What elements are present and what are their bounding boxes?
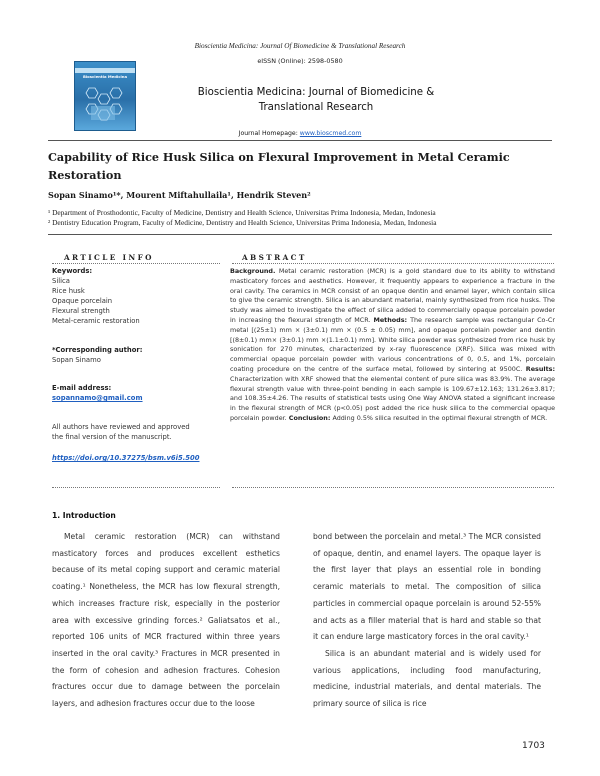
article-info-bottom-divider xyxy=(52,487,220,488)
abstract-divider xyxy=(232,263,554,264)
running-head: Bioscientia Medicina: Journal Of Biomedicine & Translational Research xyxy=(194,42,406,50)
affiliation-1: ¹ Department of Prosthodontic, Faculty of Medicine, Dentistry and Health Science, Universitas Prima Indonesia, Medan, Indonesia xyxy=(48,208,436,217)
corresponding-author-block xyxy=(52,345,222,365)
header-rule xyxy=(48,140,552,141)
abstract-background-label: Background. xyxy=(230,267,276,275)
introduction-column-2 xyxy=(313,529,541,713)
email-label: E-mail address: xyxy=(52,384,112,392)
homepage-link[interactable]: www.bioscmed.com xyxy=(299,130,362,137)
article-info-heading: ARTICLE INFO xyxy=(64,253,154,262)
intro-paragraph: Metal ceramic restoration (MCR) can withstand masticatory forces and produces excellent esthetics because of its metal coping support and ceramic material coating.¹ Nonetheless, the MCR has low flexural strength, which increases fracture risk, especially in the posterior area with excessive grinding forces.² Galiatsatos et al., reported 106 units of MCR fractured within three years inserted in the oral cavity.³ Fractures in MCR presented in the form of cohesion and adhesion fractures. Cohesion fractures occur due to damage between the porcelain layers, and adhesion fractures occur due to the loose xyxy=(52,532,280,709)
journal-homepage: Journal Homepage: www.bioscmed.com xyxy=(238,130,362,137)
keyword: Silica xyxy=(52,277,70,285)
eissn: eISSN (Online): 2598-0580 xyxy=(257,57,343,65)
keywords-label: Keywords: xyxy=(52,267,93,275)
email-link[interactable]: sopannamo@gmail.com xyxy=(52,394,143,402)
intro-paragraph: Silica is an abundant material and is widely used for various applications, including food manufacturing, medicine, industrial materials, and dental materials. The primary source of silica is rice xyxy=(313,648,541,709)
corresponding-author-label: *Corresponding author: xyxy=(52,346,143,354)
keyword: Flexural strength xyxy=(52,307,110,315)
doi-link[interactable]: https://doi.org/10.37275/bsm.v6i5.500 xyxy=(52,454,200,462)
email-block xyxy=(52,383,222,403)
affiliation-rule xyxy=(48,234,552,235)
abstract-results-label: Results: xyxy=(525,364,555,373)
abstract-methods-label: Methods: xyxy=(373,315,408,324)
keywords-block xyxy=(52,266,222,326)
intro-paragraph: bond between the porcelain and metal.³ The MCR consisted of opaque, dentin, and enamel layers. The opaque layer is the first layer that plays an essential role in bonding ceramic materials to metal. The composition of silica particles in commercial opaque porcelain is around 52-55% and acts as a filler material that is hard and stable so that it can endure large masticatory forces in the oral cavity.¹ xyxy=(313,532,541,642)
paper-title: Capability of Rice Husk Silica on Flexural Improvement in Metal Ceramic Restoration xyxy=(48,150,510,182)
corresponding-author-name: Sopan Sinamo xyxy=(52,356,101,364)
abstract-text: Background. Metal ceramic restoration (MCR) is a gold standard due to its ability to withstand masticatory forces and aesthetics. However, it frequently appears to experience a fracture in the oral cavity. The ceramics in MCR consist of an opaque dentin and enamel layer, which contain silica to give the ceramic strength. Silica is an abundant material, mainly synthesized from rice husks. The study was aimed to investigate the effect of silica added to commercially opaque porcelain powder in increasing the flexural strength of MCR. Methods: The research sample was rectangular Co-Cr metal [(25±1) mm × (3±0.1) mm × (0.5 ± 0.05) mm], and opaque porcelain powder and dentin [(8±0.1) mm× (3±0.1) mm ×(1.1±0.1) mm]. White silica powder was synthesized from rice husk by sonication for 270 minutes, characterized by x-ray fluorescence (XRF). Silica was mixed with commercial opaque porcelain powder with various concentrations of 0, 0.5, and 1%, porcelain coating procedure on the centre of the surface metal, followed by sintering at 9500C. Results: Characterization with XRF showed that the elemental content of pure silica was 83.9%. The average flexural strength value with three-point bending in each sample is 109.67±12.163; 131.26±3.817; and 108.35±4.26. The results of statistical tests using One Way ANOVA stated a significant increase in the flexural strength of MCR (p<0.05) post added the rice husk silica to the commercial opaque porcelain powder. Conclusion: Adding 0.5% silica resulted in the optimal flexural strength of MCR. xyxy=(230,267,555,422)
introduction-heading: 1. Introduction xyxy=(52,511,116,520)
keyword: Rice husk xyxy=(52,287,85,295)
introduction-column-1 xyxy=(52,529,280,713)
keyword: Opaque porcelain xyxy=(52,297,113,305)
article-info-divider xyxy=(52,263,220,264)
author-list: Sopan Sinamo¹*, Mourent Miftahullaila¹, Hendrik Steven² xyxy=(48,190,311,200)
cover-title: Bioscientia Medicina xyxy=(82,74,128,79)
cover-pattern-icon xyxy=(81,84,129,124)
abstract-conclusion-label: Conclusion: xyxy=(288,413,331,422)
abstract-bottom-divider xyxy=(232,487,554,488)
affiliation-2: ² Dentistry Education Program, Faculty of Medicine, Dentistry and Health Science, Universitas Prima Indonesia, Medan, Indonesia xyxy=(48,218,437,227)
journal-cover-image xyxy=(74,61,136,131)
page-number: 1703 xyxy=(522,741,545,751)
journal-header xyxy=(56,53,544,139)
keyword: Metal-ceramic restoration xyxy=(52,317,140,325)
abstract-heading: ABSTRACT xyxy=(242,253,307,262)
review-note: All authors have reviewed and approved the final version of the manuscript. xyxy=(52,423,190,441)
journal-title: Bioscientia Medicina: Journal of Biomedicine & Translational Research xyxy=(197,87,435,113)
